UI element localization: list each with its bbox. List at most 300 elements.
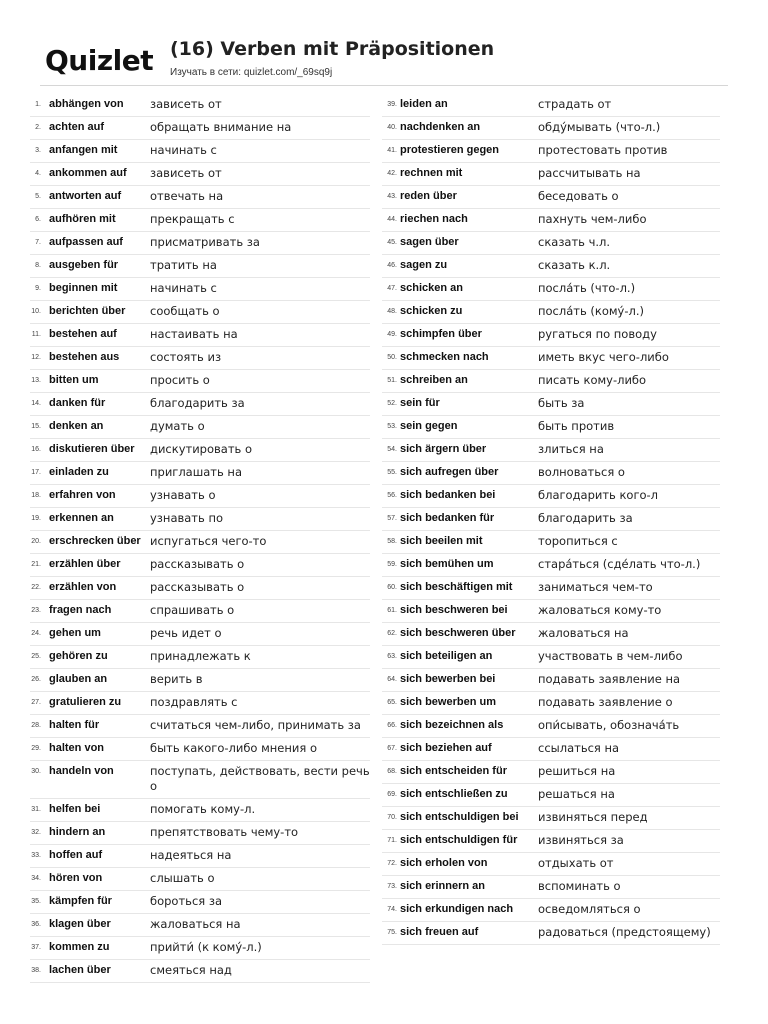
term-row — [30, 324, 370, 347]
term-number: 15. — [31, 423, 41, 430]
term-german: schicken zu — [400, 305, 463, 317]
term-definition: заниматься чем-то — [538, 580, 653, 594]
term-number: 41. — [387, 147, 397, 154]
term-definition: пахнуть чем-либо — [538, 212, 647, 226]
term-row — [382, 623, 720, 646]
term-row — [30, 646, 370, 669]
term-german: sein gegen — [400, 420, 458, 432]
term-number: 3. — [35, 147, 41, 154]
term-number: 36. — [31, 921, 41, 928]
term-row — [30, 140, 370, 163]
term-number: 75. — [387, 929, 397, 936]
term-german: sich bezeichnen als — [400, 719, 504, 731]
term-number: 34. — [31, 875, 41, 882]
term-row — [382, 278, 720, 301]
term-definition: присматривать за — [150, 235, 260, 249]
term-number: 56. — [387, 492, 397, 499]
term-definition: надеяться на — [150, 848, 232, 862]
term-definition: подавать заявление о — [538, 695, 673, 709]
term-definition: слышать о — [150, 871, 215, 885]
term-number: 9. — [35, 285, 41, 292]
term-row — [30, 163, 370, 186]
term-row — [382, 853, 720, 876]
term-definition: узнавать по — [150, 511, 223, 525]
term-definition: зависеть от — [150, 97, 222, 111]
term-number: 25. — [31, 653, 41, 660]
term-number: 48. — [387, 308, 397, 315]
term-german: sich bewerben um — [400, 696, 496, 708]
term-row — [382, 94, 720, 117]
term-number: 10. — [31, 308, 41, 315]
term-german: bestehen aus — [49, 351, 120, 363]
term-row — [30, 761, 370, 799]
term-number: 39. — [387, 101, 397, 108]
term-row — [30, 891, 370, 914]
term-definition: благодарить за — [538, 511, 633, 525]
term-german: achten auf — [49, 121, 105, 133]
term-definition: стара́ться (сде́лать что-л.) — [538, 557, 701, 571]
term-definition: просить о — [150, 373, 210, 387]
term-row — [30, 960, 370, 983]
term-definition: беседовать о — [538, 189, 619, 203]
left-term-column — [30, 94, 370, 983]
term-german: sich bedanken für — [400, 512, 495, 524]
term-number: 30. — [31, 768, 41, 775]
term-german: kämpfen für — [49, 895, 112, 907]
term-german: bestehen auf — [49, 328, 117, 340]
term-german: danken für — [49, 397, 106, 409]
term-german: riechen nach — [400, 213, 468, 225]
term-definition: иметь вкус чего-либо — [538, 350, 669, 364]
term-number: 32. — [31, 829, 41, 836]
term-row — [30, 692, 370, 715]
term-german: protestieren gegen — [400, 144, 500, 156]
term-row — [30, 669, 370, 692]
term-definition: рассчитывать на — [538, 166, 641, 180]
term-row — [30, 577, 370, 600]
term-number: 69. — [387, 791, 397, 798]
page-header — [40, 36, 730, 86]
term-definition: испугаться чего-то — [150, 534, 267, 548]
term-row — [30, 393, 370, 416]
term-german: sich bemühen um — [400, 558, 494, 570]
term-definition: обращать внимание на — [150, 120, 292, 134]
term-definition: настаивать на — [150, 327, 238, 341]
term-row — [30, 278, 370, 301]
term-number: 14. — [31, 400, 41, 407]
term-german: aufhören mit — [49, 213, 116, 225]
term-definition: быть за — [538, 396, 585, 410]
term-german: nachdenken an — [400, 121, 481, 133]
term-german: leiden an — [400, 98, 448, 110]
term-number: 62. — [387, 630, 397, 637]
term-german: sich erholen von — [400, 857, 488, 869]
term-row — [382, 784, 720, 807]
term-row — [382, 324, 720, 347]
term-number: 68. — [387, 768, 397, 775]
term-definition: жаловаться кому-то — [538, 603, 662, 617]
term-number: 42. — [387, 170, 397, 177]
term-german: schreiben an — [400, 374, 468, 386]
term-definition: посла́ть (кому́-л.) — [538, 304, 644, 318]
term-number: 47. — [387, 285, 397, 292]
term-definition: извиняться за — [538, 833, 624, 847]
term-german: berichten über — [49, 305, 126, 317]
term-german: sich beziehen auf — [400, 742, 492, 754]
term-row — [30, 301, 370, 324]
term-german: glauben an — [49, 673, 108, 685]
term-number: 5. — [35, 193, 41, 200]
term-row — [382, 646, 720, 669]
term-row — [382, 301, 720, 324]
term-definition: посла́ть (что-л.) — [538, 281, 636, 295]
term-number: 26. — [31, 676, 41, 683]
term-number: 2. — [35, 124, 41, 131]
term-definition: поздравлять с — [150, 695, 238, 709]
term-german: aufpassen auf — [49, 236, 123, 248]
term-row — [30, 232, 370, 255]
term-german: sich beeilen mit — [400, 535, 483, 547]
term-german: sich beschweren bei — [400, 604, 508, 616]
term-number: 52. — [387, 400, 397, 407]
term-definition: думать о — [150, 419, 205, 433]
term-row — [382, 876, 720, 899]
term-number: 65. — [387, 699, 397, 706]
term-german: lachen über — [49, 964, 111, 976]
term-number: 49. — [387, 331, 397, 338]
term-definition: спрашивать о — [150, 603, 235, 617]
term-row — [30, 600, 370, 623]
term-number: 20. — [31, 538, 41, 545]
term-number: 31. — [31, 806, 41, 813]
term-number: 74. — [387, 906, 397, 913]
term-number: 23. — [31, 607, 41, 614]
term-row — [30, 822, 370, 845]
term-row — [30, 94, 370, 117]
term-number: 21. — [31, 561, 41, 568]
term-row — [382, 347, 720, 370]
term-german: erzählen von — [49, 581, 117, 593]
term-row — [30, 868, 370, 891]
term-german: anfangen mit — [49, 144, 118, 156]
term-german: klagen über — [49, 918, 111, 930]
term-german: einladen zu — [49, 466, 109, 478]
term-row — [382, 186, 720, 209]
term-definition: считаться чем-либо, принимать за — [150, 718, 361, 732]
term-definition: прийти́ (к кому́-л.) — [150, 940, 262, 954]
term-number: 37. — [31, 944, 41, 951]
term-definition: отдыхать от — [538, 856, 614, 870]
term-german: handeln von — [49, 765, 114, 777]
term-row — [382, 761, 720, 784]
term-row — [382, 439, 720, 462]
term-definition: начинать с — [150, 281, 217, 295]
term-number: 73. — [387, 883, 397, 890]
term-row — [382, 554, 720, 577]
term-row — [382, 117, 720, 140]
term-number: 71. — [387, 837, 397, 844]
term-row — [382, 209, 720, 232]
term-german: diskutieren über — [49, 443, 135, 455]
term-definition: препятствовать чему-то — [150, 825, 299, 839]
term-number: 29. — [31, 745, 41, 752]
term-german: sich entschließen zu — [400, 788, 508, 800]
term-german: erzählen über — [49, 558, 121, 570]
term-row — [30, 462, 370, 485]
term-row — [382, 692, 720, 715]
term-row — [382, 807, 720, 830]
term-definition: злиться на — [538, 442, 604, 456]
term-row — [30, 117, 370, 140]
term-row — [382, 140, 720, 163]
term-definition: извиняться перед — [538, 810, 648, 824]
term-german: halten für — [49, 719, 100, 731]
term-german: kommen zu — [49, 941, 110, 953]
term-number: 51. — [387, 377, 397, 384]
term-german: denken an — [49, 420, 104, 432]
term-definition: опи́сывать, обознача́ть — [538, 718, 680, 732]
term-german: gratulieren zu — [49, 696, 122, 708]
term-definition: благодарить за — [150, 396, 245, 410]
term-number: 64. — [387, 676, 397, 683]
term-definition: прекращать с — [150, 212, 235, 226]
term-row — [382, 462, 720, 485]
term-row — [30, 416, 370, 439]
term-number: 72. — [387, 860, 397, 867]
term-row — [30, 914, 370, 937]
term-row — [30, 370, 370, 393]
term-number: 67. — [387, 745, 397, 752]
term-definition: решаться на — [538, 787, 615, 801]
term-definition: осведомляться о — [538, 902, 641, 916]
term-german: ausgeben für — [49, 259, 119, 271]
right-term-column — [382, 94, 720, 945]
term-row — [382, 899, 720, 922]
term-number: 4. — [35, 170, 41, 177]
term-row — [30, 347, 370, 370]
term-german: hindern an — [49, 826, 106, 838]
term-definition: начинать с — [150, 143, 217, 157]
term-definition: участвовать в чем-либо — [538, 649, 683, 663]
term-definition: подавать заявление на — [538, 672, 681, 686]
header-divider — [40, 85, 728, 86]
term-german: sich freuen auf — [400, 926, 479, 938]
term-row — [382, 715, 720, 738]
term-number: 24. — [31, 630, 41, 637]
term-row — [30, 485, 370, 508]
term-number: 55. — [387, 469, 397, 476]
term-row — [382, 600, 720, 623]
term-row — [382, 508, 720, 531]
term-row — [382, 531, 720, 554]
term-german: sich ärgern über — [400, 443, 487, 455]
term-german: sich erinnern an — [400, 880, 485, 892]
term-german: beginnen mit — [49, 282, 118, 294]
term-number: 1. — [35, 101, 41, 108]
term-row — [30, 508, 370, 531]
term-row — [30, 255, 370, 278]
term-german: sagen zu — [400, 259, 448, 271]
term-german: erschrecken über — [49, 535, 141, 547]
term-german: sich beschweren über — [400, 627, 516, 639]
term-german: antworten auf — [49, 190, 122, 202]
term-definition: отвечать на — [150, 189, 224, 203]
term-number: 8. — [35, 262, 41, 269]
term-definition: вспоминать о — [538, 879, 621, 893]
term-number: 28. — [31, 722, 41, 729]
term-definition: рассказывать о — [150, 580, 245, 594]
term-german: sich erkundigen nach — [400, 903, 514, 915]
term-number: 18. — [31, 492, 41, 499]
term-definition: тратить на — [150, 258, 217, 272]
term-row — [382, 669, 720, 692]
term-definition: приглашать на — [150, 465, 242, 479]
term-row — [30, 623, 370, 646]
term-number: 66. — [387, 722, 397, 729]
term-definition: писать кому-либо — [538, 373, 647, 387]
term-german: schimpfen über — [400, 328, 482, 340]
term-german: sich beschäftigen mit — [400, 581, 513, 593]
term-row — [382, 370, 720, 393]
term-definition: сказать к.л. — [538, 258, 611, 272]
term-german: ankommen auf — [49, 167, 127, 179]
term-definition: страдать от — [538, 97, 612, 111]
term-german: erkennen an — [49, 512, 114, 524]
term-german: helfen bei — [49, 803, 101, 815]
term-definition: жаловаться на — [150, 917, 241, 931]
page-title: (16) Verben mit Präpositionen — [170, 38, 495, 60]
term-number: 53. — [387, 423, 397, 430]
term-row — [30, 845, 370, 868]
term-number: 11. — [31, 331, 41, 338]
term-number: 63. — [387, 653, 397, 660]
term-german: bitten um — [49, 374, 99, 386]
term-german: erfahren von — [49, 489, 116, 501]
term-row — [382, 232, 720, 255]
term-definition: зависеть от — [150, 166, 222, 180]
term-number: 58. — [387, 538, 397, 545]
term-number: 27. — [31, 699, 41, 706]
term-row — [30, 937, 370, 960]
term-number: 50. — [387, 354, 397, 361]
term-definition: ссылаться на — [538, 741, 620, 755]
term-number: 44. — [387, 216, 397, 223]
study-online-link[interactable]: Изучать в сети: quizlet.com/_69sq9j — [170, 67, 333, 78]
term-number: 57. — [387, 515, 397, 522]
term-german: sich entscheiden für — [400, 765, 507, 777]
term-definition: благодарить кого-л — [538, 488, 659, 502]
term-row — [382, 163, 720, 186]
term-german: sich bedanken bei — [400, 489, 496, 501]
term-german: gehen um — [49, 627, 101, 639]
quizlet-logo: Quizlet — [45, 44, 154, 77]
term-german: schmecken nach — [400, 351, 489, 363]
term-definition: ругаться по поводу — [538, 327, 657, 341]
term-definition: рассказывать о — [150, 557, 245, 571]
term-definition: узнавать о — [150, 488, 216, 502]
term-german: sich bewerben bei — [400, 673, 496, 685]
term-german: sich entschuldigen für — [400, 834, 518, 846]
term-german: gehören zu — [49, 650, 108, 662]
term-row — [382, 738, 720, 761]
term-number: 59. — [387, 561, 397, 568]
term-german: rechnen mit — [400, 167, 463, 179]
term-number: 17. — [31, 469, 41, 476]
term-definition: состоять из — [150, 350, 222, 364]
term-definition: речь идет о — [150, 626, 222, 640]
term-definition: сказать ч.л. — [538, 235, 611, 249]
term-definition: смеяться над — [150, 963, 232, 977]
term-german: reden über — [400, 190, 457, 202]
term-definition: обду́мывать (что-л.) — [538, 120, 661, 134]
term-row — [382, 830, 720, 853]
term-german: sich aufregen über — [400, 466, 499, 478]
term-number: 22. — [31, 584, 41, 591]
term-number: 6. — [35, 216, 41, 223]
term-row — [382, 255, 720, 278]
term-definition: принадлежать к — [150, 649, 251, 663]
term-german: halten von — [49, 742, 105, 754]
term-row — [30, 531, 370, 554]
term-german: schicken an — [400, 282, 463, 294]
term-row — [382, 393, 720, 416]
term-german: sein für — [400, 397, 440, 409]
term-definition: быть какого-либо мнения о — [150, 741, 317, 755]
term-number: 38. — [31, 967, 41, 974]
term-number: 46. — [387, 262, 397, 269]
term-row — [30, 186, 370, 209]
term-definition: дискутировать о — [150, 442, 253, 456]
term-number: 45. — [387, 239, 397, 246]
term-number: 16. — [31, 446, 41, 453]
term-german: fragen nach — [49, 604, 112, 616]
term-number: 60. — [387, 584, 397, 591]
term-definition: волноваться о — [538, 465, 625, 479]
term-number: 33. — [31, 852, 41, 859]
term-german: sagen über — [400, 236, 459, 248]
term-row — [30, 799, 370, 822]
term-row — [382, 922, 720, 945]
term-definition: решиться на — [538, 764, 616, 778]
term-definition: бороться за — [150, 894, 222, 908]
term-row — [382, 416, 720, 439]
term-number: 70. — [387, 814, 397, 821]
term-number: 19. — [31, 515, 41, 522]
term-row — [30, 209, 370, 232]
term-number: 54. — [387, 446, 397, 453]
term-definition: сообщать о — [150, 304, 220, 318]
term-number: 43. — [387, 193, 397, 200]
term-number: 35. — [31, 898, 41, 905]
term-definition: радоваться (предстоящему) — [538, 925, 711, 939]
term-row — [382, 485, 720, 508]
term-row — [30, 439, 370, 462]
term-definition: жаловаться на — [538, 626, 629, 640]
term-number: 13. — [31, 377, 41, 384]
term-german: hoffen auf — [49, 849, 103, 861]
term-definition: протестовать против — [538, 143, 668, 157]
term-row — [30, 715, 370, 738]
term-row — [30, 554, 370, 577]
term-number: 7. — [35, 239, 41, 246]
term-german: abhängen von — [49, 98, 124, 110]
term-row — [30, 738, 370, 761]
term-number: 61. — [387, 607, 397, 614]
term-definition: поступать, действовать, вести речь о — [150, 764, 370, 793]
term-definition: торопиться с — [538, 534, 618, 548]
term-definition: быть против — [538, 419, 615, 433]
term-number: 40. — [387, 124, 397, 131]
